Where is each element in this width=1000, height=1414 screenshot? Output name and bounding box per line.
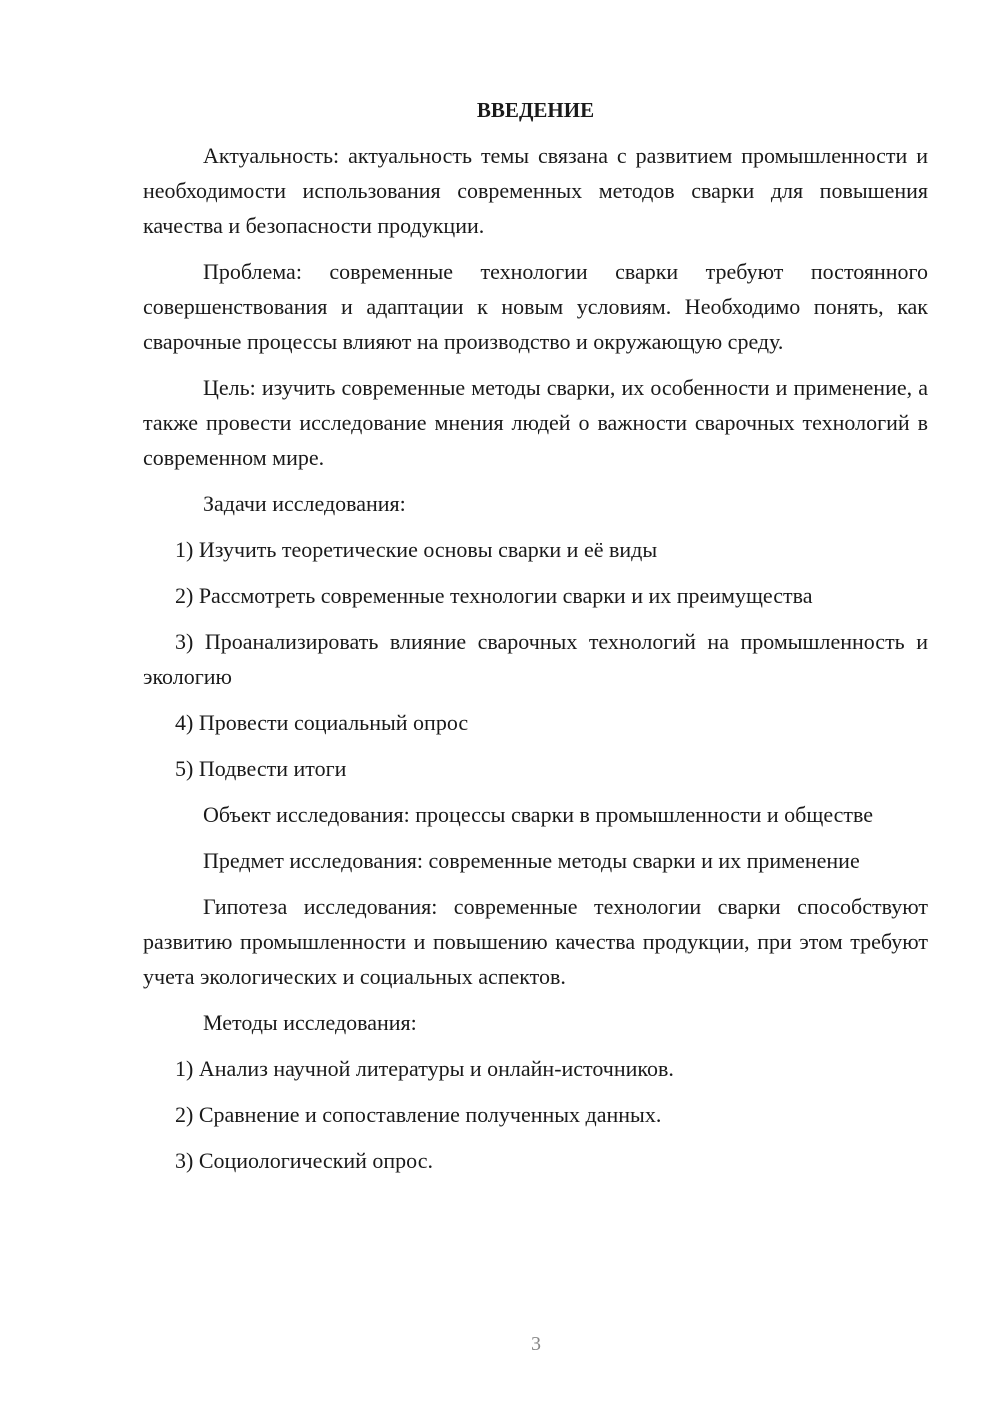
task-item: 4) Провести социальный опрос [175, 710, 469, 735]
task-item: 2) Рассмотреть современные технологии сварки и их преимущества [175, 583, 813, 608]
task-item: 3) Проанализировать влияние сварочных технологий на промышленность и экологию [143, 629, 928, 689]
object-paragraph: Объект исследования: процессы сварки в промышленности и обществе [203, 802, 874, 827]
relevance-paragraph: Актуальность: актуальность темы связана с развитием промышленности и необходимости использования современных методов сварки для повышения качества и безопасности продукции. [143, 143, 928, 238]
method-item: 1) Анализ научной литературы и онлайн-источников. [175, 1056, 674, 1081]
methods-heading: Методы исследования: [203, 1010, 417, 1035]
page-number: 3 [531, 1333, 541, 1355]
method-item: 3) Социологический опрос. [175, 1148, 433, 1173]
problem-paragraph: Проблема: современные технологии сварки требуют постоянного совершенствования и адаптации к новым условиям. Необходимо понять, как сварочные процессы влияют на производство и окружающую среду. [143, 259, 928, 354]
goal-paragraph: Цель: изучить современные методы сварки, их особенности и применение, а также провести исследование мнения людей о важности сварочных технологий в современном мире. [143, 375, 928, 470]
method-item: 2) Сравнение и сопоставление полученных данных. [175, 1102, 662, 1127]
tasks-heading: Задачи исследования: [203, 491, 406, 516]
subject-paragraph: Предмет исследования: современные методы сварки и их применение [203, 848, 860, 873]
section-title: ВВЕДЕНИЕ [476, 98, 595, 122]
document-body [143, 93, 928, 1189]
task-item: 1) Изучить теоретические основы сварки и её виды [175, 537, 658, 562]
hypothesis-paragraph: Гипотеза исследования: современные технологии сварки способствуют развитию промышленности и повышению качества продукции, при этом требуют учета экологических и социальных аспектов. [143, 894, 928, 989]
task-item: 5) Подвести итоги [175, 756, 347, 781]
